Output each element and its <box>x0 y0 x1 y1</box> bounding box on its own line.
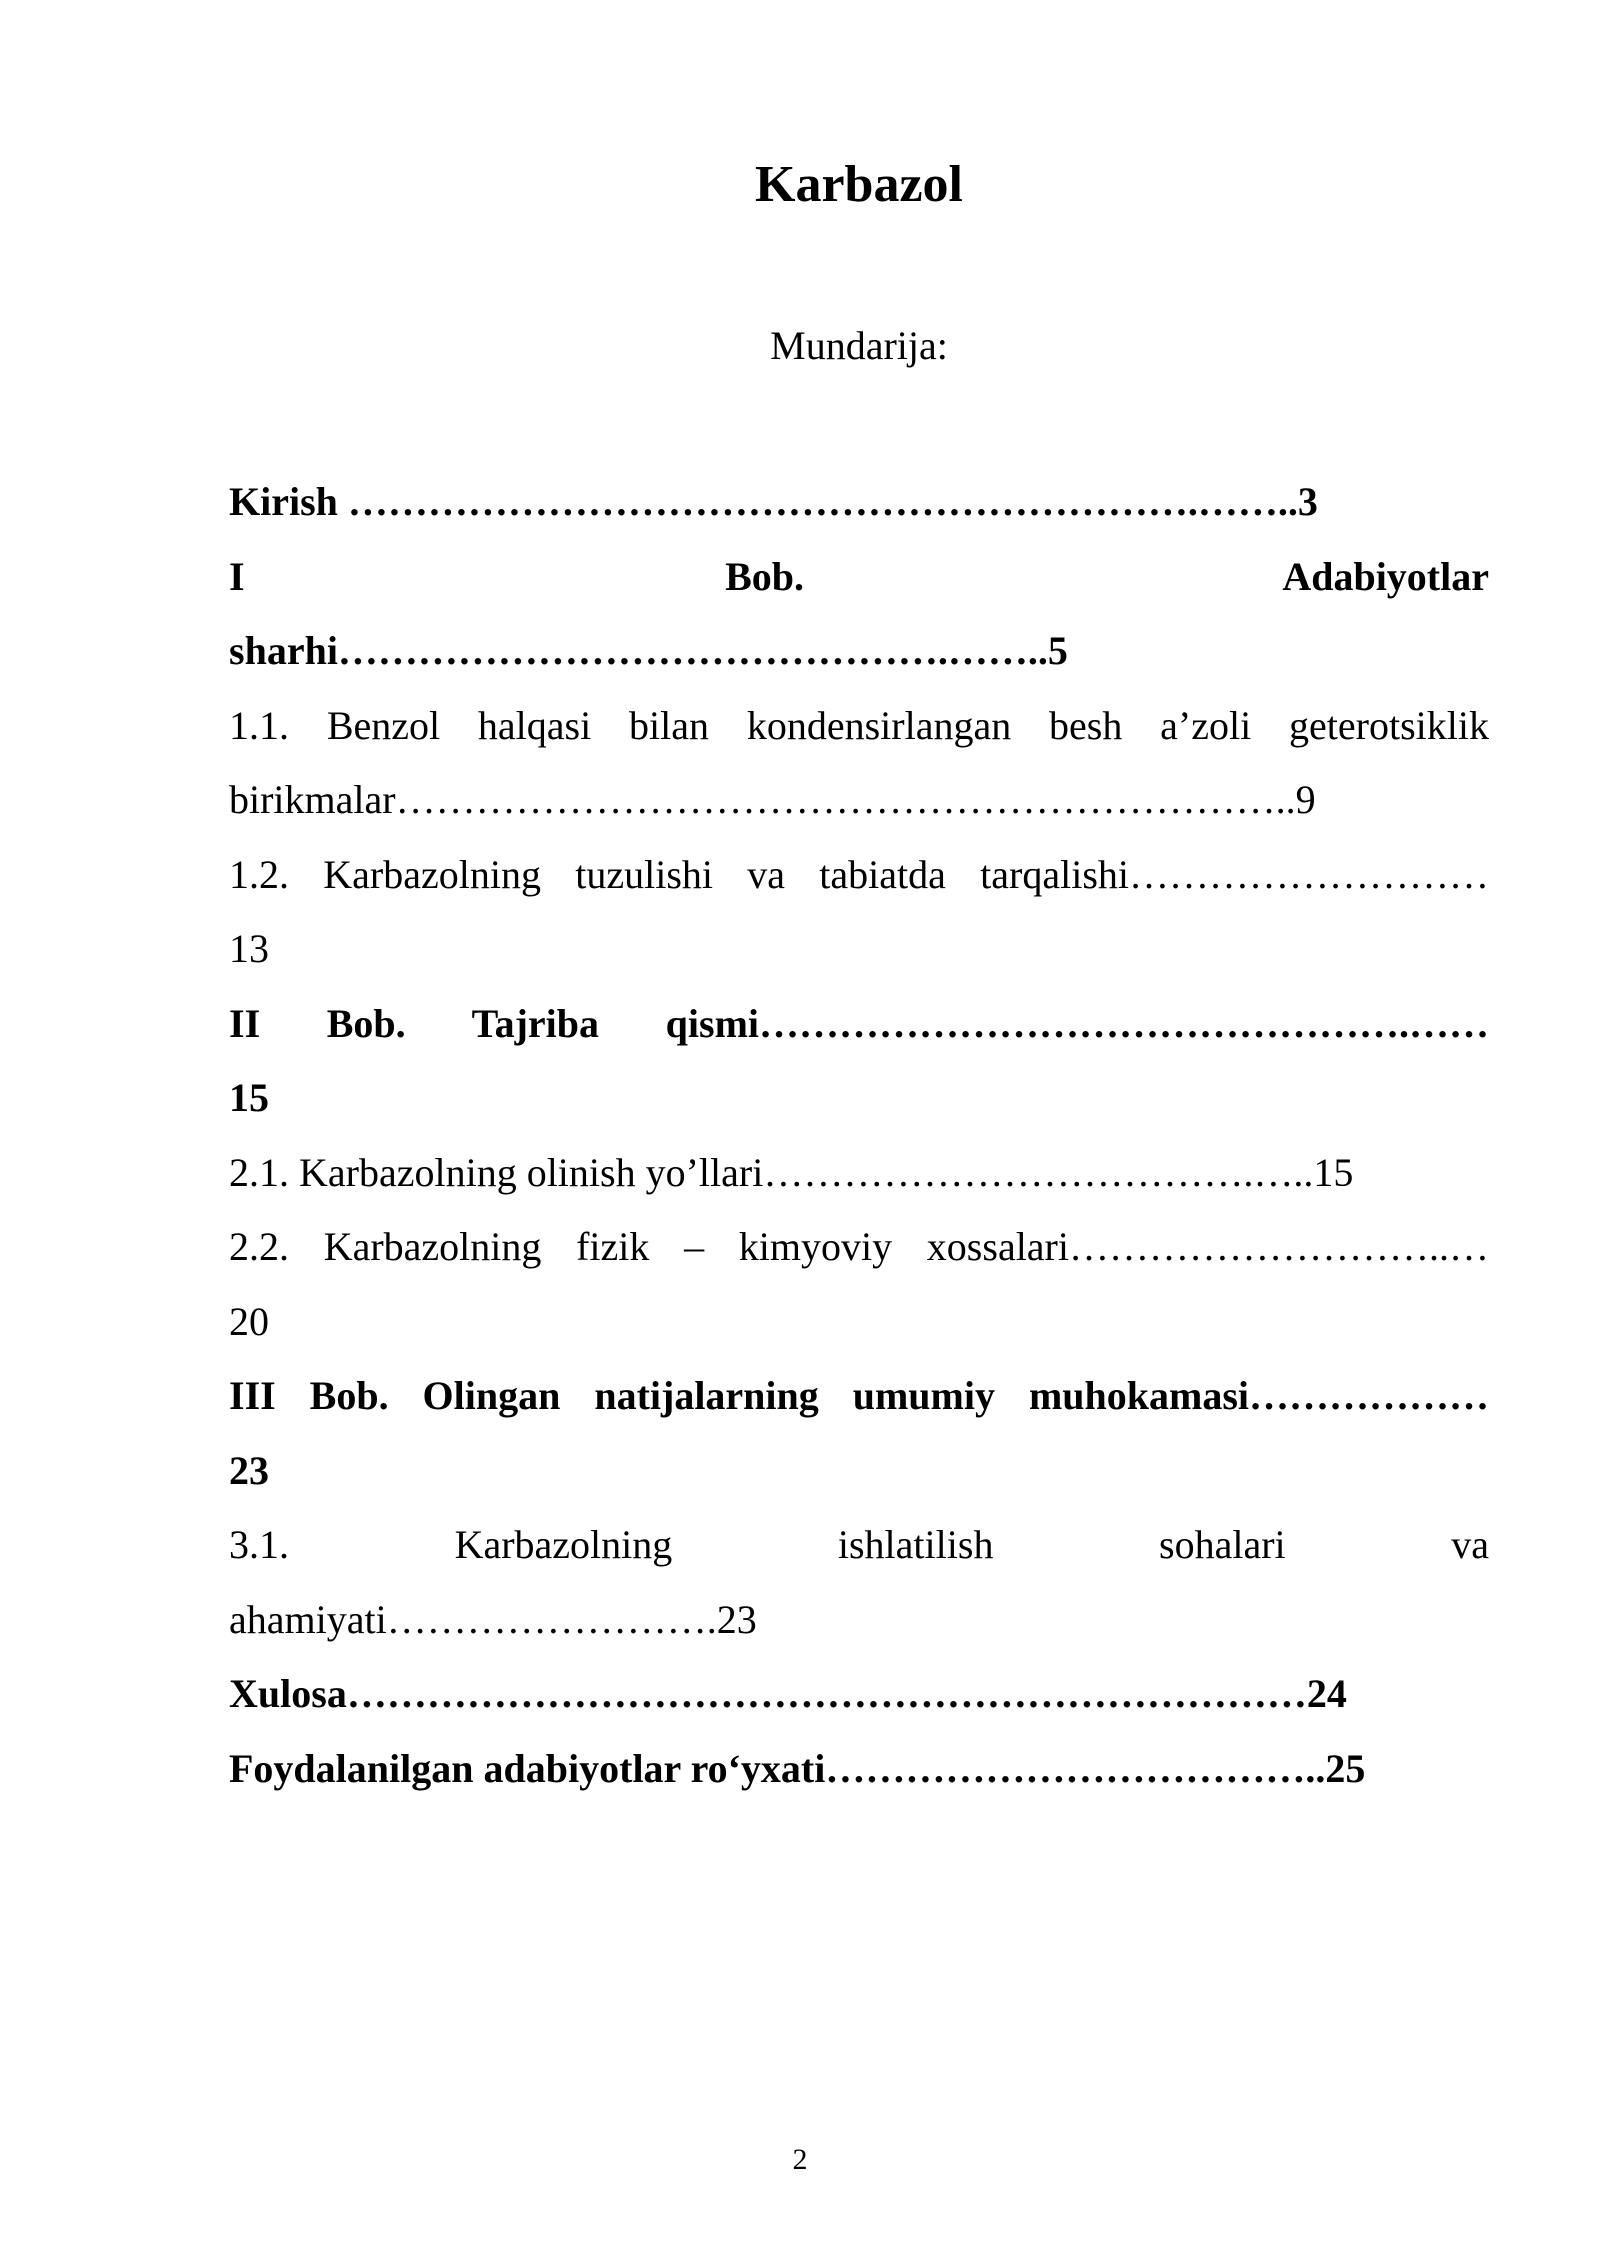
toc-line: Foydalanilgan adabiyotlar ro‘yxati………………………………..25 <box>229 1745 1366 1791</box>
toc-line: Kirish ……………………………………………………….……..3 <box>229 479 1318 524</box>
toc-line: I Bob. Adabiyotlar <box>229 553 1489 599</box>
toc-line: II Bob. Tajriba qismi………………………………………….…… <box>229 1000 1489 1046</box>
toc-heading: Mundarija: <box>770 323 948 368</box>
toc-line: Xulosa………………………………………………………………24 <box>229 1671 1347 1716</box>
toc-line: 1.1. Benzol halqasi bilan kondensirlangan besh a’zoli geterotsiklik <box>229 702 1489 748</box>
toc-line: 23 <box>229 1447 269 1493</box>
toc-line: ahamiyati…………………….23 <box>229 1596 757 1642</box>
toc-line: 1.2. Karbazolning tuzulishi va tabiatda tarqalishi……………………… <box>229 851 1489 897</box>
document-title: Karbazol <box>755 156 963 213</box>
toc-line: birikmalar…………………………………………………………..9 <box>229 777 1316 822</box>
toc-line: 2.1. Karbazolning olinish yo’llari……………………………….…..15 <box>229 1149 1354 1195</box>
toc-line: 13 <box>229 926 269 971</box>
toc-line: sharhi……………………………………….……..5 <box>229 628 1068 673</box>
toc-line: 20 <box>229 1298 269 1344</box>
toc-line: 2.2. Karbazolning fizik – kimyoviy xossalari………………………..… <box>229 1224 1489 1269</box>
toc-line: 3.1. Karbazolning ishlatilish sohalari va <box>229 1522 1489 1567</box>
page-number: 2 <box>792 2143 808 2176</box>
toc-line: 15 <box>229 1075 269 1120</box>
toc-line: III Bob. Olingan natijalarning umumiy muhokamasi……………… <box>229 1373 1489 1418</box>
table-of-contents <box>229 465 1489 1806</box>
